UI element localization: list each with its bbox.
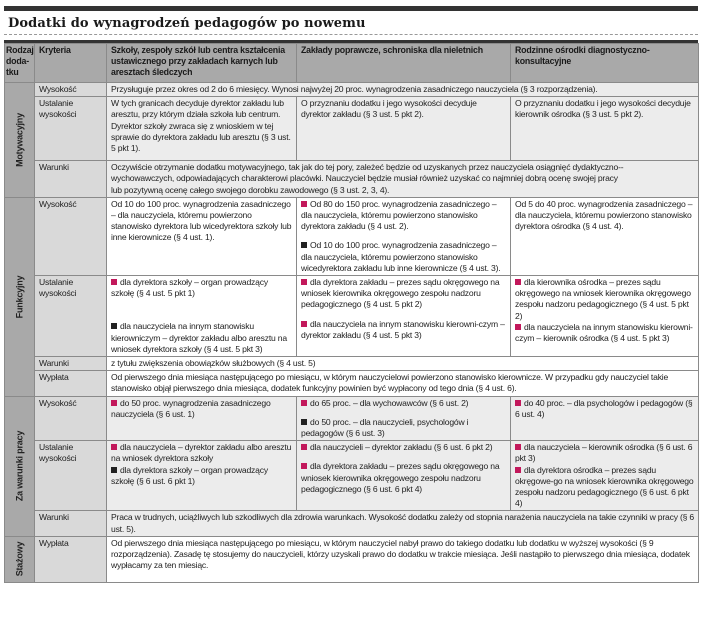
black-square-bullet-icon xyxy=(301,419,307,425)
list-item: dla nauczyciela na innym stanowisku kierowni-czym – dyrektor zakładu (§ 4 ust. 5 pkt 3) xyxy=(301,318,505,340)
red-square-bullet-icon xyxy=(301,444,307,450)
section-label-funkcyjny: Funkcyjny xyxy=(5,197,35,396)
red-square-bullet-icon xyxy=(301,321,307,327)
allowances-table xyxy=(4,43,699,583)
table-cell xyxy=(107,396,297,441)
list-item: Od 10 do 100 proc. wynagrodzenia zasadniczego – dla nauczyciela, któremu powierzono stanowisko wicedyrektora zakładu lub inne kierownicze (§ 4 ust. 3). xyxy=(301,240,501,273)
list-item: Od 80 do 150 proc. wynagrodzenia zasadniczego – dla nauczyciela, któremu powierzono stanowisko dyrektora zakładu (§ 4 ust. 2). xyxy=(301,198,497,232)
header-rodzaj: Rodzaj doda-tku xyxy=(5,44,35,83)
table-row xyxy=(5,357,699,371)
red-square-bullet-icon xyxy=(111,400,117,406)
table-cell xyxy=(107,276,297,357)
red-square-bullet-icon xyxy=(301,463,307,469)
criterion-label: Wypłata xyxy=(35,371,107,396)
table-cell: Przysługuje przez okres od 2 do 6 miesięcy. Wynosi najwyżej 20 proc. wynagrodzenia zasadniczego nauczyciela (§ 3 rozporządzenia). xyxy=(107,83,699,97)
criterion-label: Wysokość xyxy=(35,83,107,97)
criterion-label: Warunki xyxy=(35,357,107,371)
black-square-bullet-icon xyxy=(301,242,307,248)
table-row xyxy=(5,97,699,161)
list-item: do 50 proc. – dla nauczycieli, psychologów i pedagogów (§ 6 ust. 3) xyxy=(301,416,469,439)
black-square-bullet-icon xyxy=(111,323,117,329)
list-item: do 40 proc. – dla psychologów i pedagogów (§ 6 ust. 4) xyxy=(515,397,693,419)
red-square-bullet-icon xyxy=(515,444,521,450)
header-kryteria: Kryteria xyxy=(35,44,107,83)
table-row xyxy=(5,161,699,198)
header-zaklady: Zakłady poprawcze, schroniska dla nieletnich xyxy=(297,44,511,83)
criterion-label: Ustalanie wysokości xyxy=(35,276,107,357)
table-cell: O przyznaniu dodatku i jego wysokości decyduje dyrektor zakładu (§ 3 ust. 5 pkt 2). xyxy=(297,97,511,161)
table-cell xyxy=(297,396,511,441)
list-item: dla kierownika ośrodka – prezes sądu okręgowego na wniosek kierownika okręgowego zespołu nadzoru pedagogicznego (§ 4 ust. 5 pkt 2) xyxy=(515,277,691,321)
red-square-bullet-icon xyxy=(301,400,307,406)
top-rule xyxy=(4,6,698,11)
header-szkoly: Szkoły, zespoły szkół lub centra kształcenia ustawicznego przy zakładach karnych lub aresztach śledczych xyxy=(107,44,297,83)
table-cell: W tych granicach decyduje dyrektor zakładu lub aresztu, przy którym działa szkoła lub centrum. Dyrektor szkoły zwraca się z wnioskiem w tej sprawie do dyrektora zakładu lub aresztu (§ 3 ust. 5 pkt 1). xyxy=(107,97,297,161)
table-cell xyxy=(107,441,297,511)
table-cell: Praca w trudnych, uciążliwych lub szkodliwych dla zdrowia warunkach. Wysokość dodatku zależy od stopnia narażenia nauczyciela na takie czynniki w pracy (§ 6 ust. 5). xyxy=(107,511,699,536)
criterion-label: Warunki xyxy=(35,511,107,536)
section-label-motywacyjny: Motywacyjny xyxy=(5,83,35,198)
table-row xyxy=(5,511,699,536)
page-title: Dodatki do wynagrodzeń pedagogów po nowemu xyxy=(8,16,366,31)
table-row xyxy=(5,83,699,97)
table-cell xyxy=(511,276,699,357)
table-cell: Od 10 do 100 proc. wynagrodzenia zasadniczego – dla nauczyciela, któremu powierzono stanowisko dyrektora lub wicedyrektora szkoły lub inne kierownicze (§ 4 ust. 1). xyxy=(107,197,297,275)
red-square-bullet-icon xyxy=(515,467,521,473)
criterion-label: Wysokość xyxy=(35,197,107,275)
red-square-bullet-icon xyxy=(515,400,521,406)
criterion-label: Ustalanie wysokości xyxy=(35,97,107,161)
section-label-warunki-pracy: Za warunki pracy xyxy=(5,396,35,536)
list-item: do 65 proc. – dla wychowawców (§ 6 ust. 2) xyxy=(301,398,506,409)
table-cell: Oczywiście otrzymanie dodatku motywacyjnego, tak jak do tej pory, zależeć będzie od uzyskanych przez nauczyciela osiągnięć dydaktyczno--wychowawczych, odpowiadających charakterowi placówki. Nauczyciel będzie musiał również uzyskać co najmniej dobrą ocenę swojej pracy lub pozytywną ocenę całego swojego dorobku zawodowego (§ 3 ust. 2, 3, 4). xyxy=(107,161,699,198)
list-item: dla dyrektora zakładu – prezes sądu okręgowego na wniosek kierownika okręgowego zespołu nadzoru pedagogicznego (§ 6 ust. 6 pkt 4) xyxy=(301,461,500,494)
table-row xyxy=(5,441,699,511)
table-cell: Od 5 do 40 proc. wynagrodzenia zasadniczego – dla nauczyciela, któremu powierzono stanowisko dyrektora ośrodka (§ 4 ust. 4). xyxy=(511,197,699,275)
criterion-label: Wypłata xyxy=(35,536,107,582)
list-item: dla nauczyciela – kierownik ośrodka (§ 6 ust. 6 pkt 3) xyxy=(515,442,693,464)
list-item: dla nauczyciela – dyrektor zakładu albo aresztu na wniosek dyrektora szkoły xyxy=(111,442,292,464)
header-osrodki: Rodzinne ośrodki diagnostyczno-konsultacyjne xyxy=(511,44,699,83)
title-divider xyxy=(4,34,698,35)
list-item: do 50 proc. wynagrodzenia zasadniczego nauczyciela (§ 6 ust. 1) xyxy=(111,397,271,419)
table-row xyxy=(5,197,699,275)
section-label-stazowy: Stażowy xyxy=(5,536,35,582)
red-square-bullet-icon xyxy=(301,201,307,207)
table-header-row xyxy=(5,44,699,83)
criterion-label: Wysokość xyxy=(35,396,107,441)
list-item: dla dyrektora szkoły – organ prowadzący szkołę (§ 6 ust. 6 pkt 1) xyxy=(111,464,268,486)
table-row xyxy=(5,371,699,396)
table-cell xyxy=(297,197,511,275)
table-cell: z tytułu zwiększenia obowiązków służbowych (§ 4 ust. 5) xyxy=(107,357,699,371)
table-row xyxy=(5,276,699,357)
table-cell xyxy=(511,396,699,441)
red-square-bullet-icon xyxy=(515,324,521,330)
table-cell: Od pierwszego dnia miesiąca następującego po miesiącu, w którym nauczycielowi powierzono stanowisko kierownicze. W przypadku gdy nauczyciel takie stanowisko objął pierwszego dnia miesiąca, dodatek funkcyjny powinien być wypłacony od tego dnia (§ 4 ust. 6). xyxy=(107,371,699,396)
table-cell: O przyznaniu dodatku i jego wysokości decyduje kierownik ośrodka (§ 3 ust. 5 pkt 2). xyxy=(511,97,699,161)
table-row xyxy=(5,396,699,441)
red-square-bullet-icon xyxy=(515,279,521,285)
red-square-bullet-icon xyxy=(111,444,117,450)
table-cell xyxy=(297,276,511,357)
table-row xyxy=(5,536,699,582)
list-item: dla nauczyciela na innym stanowisku kierowni-czym – kierownik ośrodka (§ 4 ust. 5 pkt 3) xyxy=(515,321,693,344)
criterion-label: Warunki xyxy=(35,161,107,198)
list-item: dla nauczyciela na innym stanowisku kierowniczym – dyrektor zakładu albo aresztu na wniosek dyrektora szkoły (§ 4 ust. 5 pkt 3) xyxy=(111,321,287,354)
list-item: dla nauczycieli – dyrektor zakładu (§ 6 ust. 6 pkt 2) xyxy=(301,442,506,453)
list-item: dla dyrektora ośrodka – prezes sądu okręgowe-go na wniosek kierownika okręgowego zespołu nadzoru pedagogicznego (§ 6 ust. 6 pkt 4) xyxy=(515,464,694,509)
table-cell xyxy=(297,441,511,511)
list-item: dla dyrektora zakładu – prezes sądu okręgowego na wniosek kierownika okręgowego zespołu nadzoru pedagogicznego (§ 4 ust. 5 pkt 2) xyxy=(301,277,500,310)
red-square-bullet-icon xyxy=(301,279,307,285)
table-cell: Od pierwszego dnia miesiąca następującego po miesiącu, w którym nauczyciel nabył prawo do takiego dodatku lub dodatku w wyższej wysokości (§ 9 rozporządzenia). Zasadę tę stosujemy do nauczycieli, którzy uzyskali prawo do dodatku w trakcie miesiąca. Jeśli nastąpiło to pierwszego dnia miesiąca, dodatek wypłacamy za ten miesiąc. xyxy=(107,536,699,582)
black-square-bullet-icon xyxy=(111,467,117,473)
table-cell xyxy=(511,441,699,511)
criterion-label: Ustalanie wysokości xyxy=(35,441,107,511)
red-square-bullet-icon xyxy=(111,279,117,285)
list-item: dla dyrektora szkoły – organ prowadzący szkołę (§ 4 ust. 5 pkt 1) xyxy=(111,277,268,299)
